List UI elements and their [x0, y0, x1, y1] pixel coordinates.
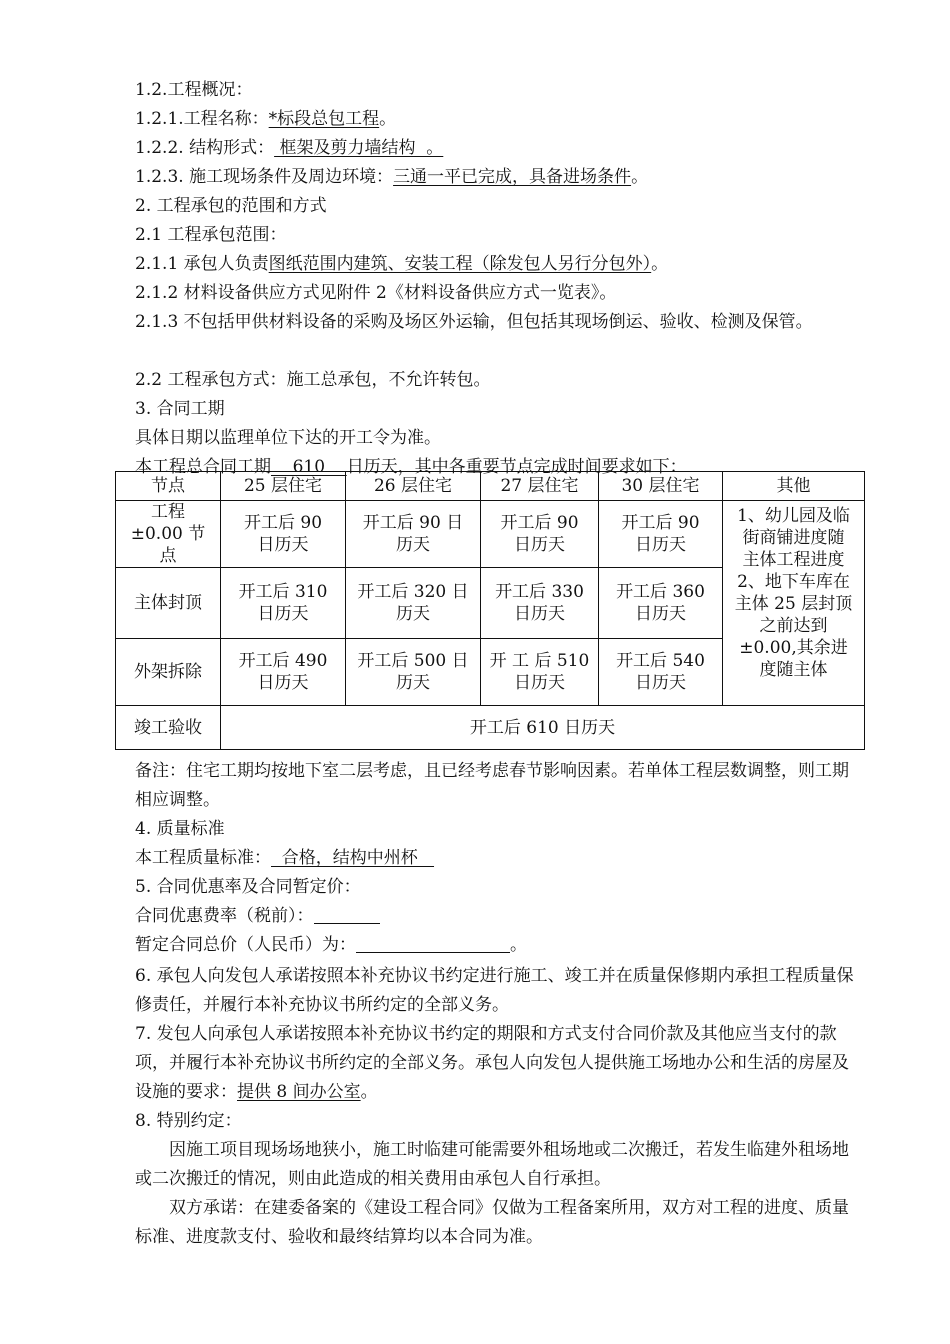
- material-supply-line: 2.1.2 材料设备供应方式见附件 2《材料设备供应方式一览表》。: [135, 283, 617, 303]
- provisional-price-blank: [356, 934, 510, 953]
- project-name-value: *标段总包工程: [268, 109, 380, 129]
- discount-rate-line: 合同优惠费率（税前）：: [135, 902, 861, 931]
- completion-value-cell: 开工后 610 日历天: [221, 706, 865, 750]
- site-conditions-value: 三通一平已完成，具备进场条件: [393, 167, 632, 187]
- table-header-cell: 其他: [723, 472, 865, 501]
- start-date-line: 具体日期以监理单位下达的开工令为准。: [135, 428, 441, 448]
- special-agreement-paragraph-2: 双方承诺：在建委备案的《建设工程合同》仅做为工程备案所用，双方对工程的进度、质量标准、进度款支付、验收和最终结算均以本合同为准。: [135, 1198, 849, 1247]
- section-7-paragraph: 7. 发包人向承包人承诺按照本补充协议书约定的期限和方式支付合同价款及其他应当支付的款项，并履行本补充协议书所约定的全部义务。承包人向发包人提供施工场地办公和生活的房屋及设施的要求：提供 8 间办公室。: [135, 1024, 849, 1102]
- section-1-2-title: 1.2.工程概况：: [135, 80, 253, 100]
- contract-method-line: 2.2 工程承包方式：施工总承包，不允许转包。: [135, 370, 491, 390]
- section-2-1-title: 2.1 工程承包范围：: [135, 225, 287, 245]
- table-cell: 开工后 90 日历天: [481, 501, 599, 568]
- table-header-cell: 节点: [116, 472, 221, 501]
- other-notes-cell: 1、幼儿园及临 街商铺进度随 主体工程进度 2、地下车库在 主体 25 层封顶 之前达到 ±0.00,其余进 度随主体: [723, 501, 865, 706]
- special-agreement-paragraph-1: 因施工项目现场场地狭小，施工时临建可能需要外租场地或二次搬迁，若发生临建外租场地或二次搬迁的情况，则由此造成的相关费用由承包人自行承担。: [135, 1140, 849, 1189]
- table-header-row: [116, 472, 865, 501]
- row-label-cell: 主体封顶: [116, 568, 221, 639]
- milestone-schedule-table: [115, 471, 865, 750]
- table-cell: 开工后 490 日历天: [221, 639, 346, 706]
- table-header-cell: 26 层住宅: [346, 472, 481, 501]
- table-cell: 开工后 500 日 历天: [346, 639, 481, 706]
- table-row: [116, 706, 865, 750]
- structure-type-value: 框架及剪力墙结构 。: [274, 138, 444, 158]
- project-name-line: 1.2.1.工程名称：*标段总包工程。: [135, 109, 397, 129]
- scope-line: 2.1.1 承包人负责图纸范围内建筑、安装工程（除发包人另行分包外）。: [135, 254, 669, 274]
- structure-type-line: 1.2.2. 结构形式： 框架及剪力墙结构 。: [135, 138, 444, 158]
- discount-rate-blank: [314, 905, 380, 924]
- table-cell: 开工后 90 日历天: [599, 501, 723, 568]
- scope-value: 图纸范围内建筑、安装工程（除发包人另行分包外）: [268, 254, 652, 274]
- office-requirement-value: 提供 8 间办公室: [237, 1082, 361, 1102]
- table-header-cell: 25 层住宅: [221, 472, 346, 501]
- section-5-title: 5. 合同优惠率及合同暂定价：: [135, 877, 361, 897]
- table-header-cell: 30 层住宅: [599, 472, 723, 501]
- section-8-title: 8. 特别约定：: [135, 1111, 242, 1131]
- table-cell: 开工后 360 日历天: [599, 568, 723, 639]
- table-cell: 开工后 90 日历天: [221, 501, 346, 568]
- document-top-section: [135, 76, 861, 482]
- provisional-price-line: 暂定合同总价（人民币）为： 。: [135, 935, 527, 955]
- table-cell: 开 工 后 510 日历天: [481, 639, 599, 706]
- quality-standard-line: 本工程质量标准： 合格，结构中州杯: [135, 848, 435, 868]
- site-conditions-line: 1.2.3. 施工现场条件及周边环境：三通一平已完成，具备进场条件。: [135, 167, 649, 187]
- table-cell: 开工后 330 日历天: [481, 568, 599, 639]
- section-6-paragraph: 6. 承包人向发包人承诺按照本补充协议书约定进行施工、竣工并在质量保修期内承担工程质量保修责任，并履行本补充协议书所约定的全部义务。: [135, 966, 854, 1015]
- section-4-title: 4. 质量标准: [135, 819, 225, 839]
- total-duration-value: 610: [271, 457, 347, 477]
- quality-standard-value: 合格，结构中州杯: [271, 848, 435, 868]
- section-3-title: 3. 合同工期: [135, 399, 225, 419]
- table-cell: 开工后 90 日 历天: [346, 501, 481, 568]
- row-label-cell: 竣工验收: [116, 706, 221, 750]
- exclusions-paragraph: 2.1.3 不包括甲供材料设备的采购及场区外运输，但包括其现场倒运、验收、检测及保管。: [135, 312, 813, 332]
- table-header-cell: 27 层住宅: [481, 472, 599, 501]
- row-label-cell: 工程 ±0.00 节 点: [116, 501, 221, 568]
- total-duration-line: 本工程总合同工期 610 日历天，其中各重要节点完成时间要求如下：: [135, 457, 687, 477]
- table-cell: 开工后 320 日 历天: [346, 568, 481, 639]
- table-cell: 开工后 310 日历天: [221, 568, 346, 639]
- table-row: [116, 501, 865, 568]
- document-bottom-section: [135, 757, 861, 1252]
- section-2-title: 2. 工程承包的范围和方式: [135, 196, 327, 216]
- table-cell: 开工后 540 日历天: [599, 639, 723, 706]
- row-label-cell: 外架拆除: [116, 639, 221, 706]
- schedule-note: 备注：住宅工期均按地下室二层考虑，且已经考虑春节影响因素。若单体工程层数调整，则工期相应调整。: [135, 761, 849, 810]
